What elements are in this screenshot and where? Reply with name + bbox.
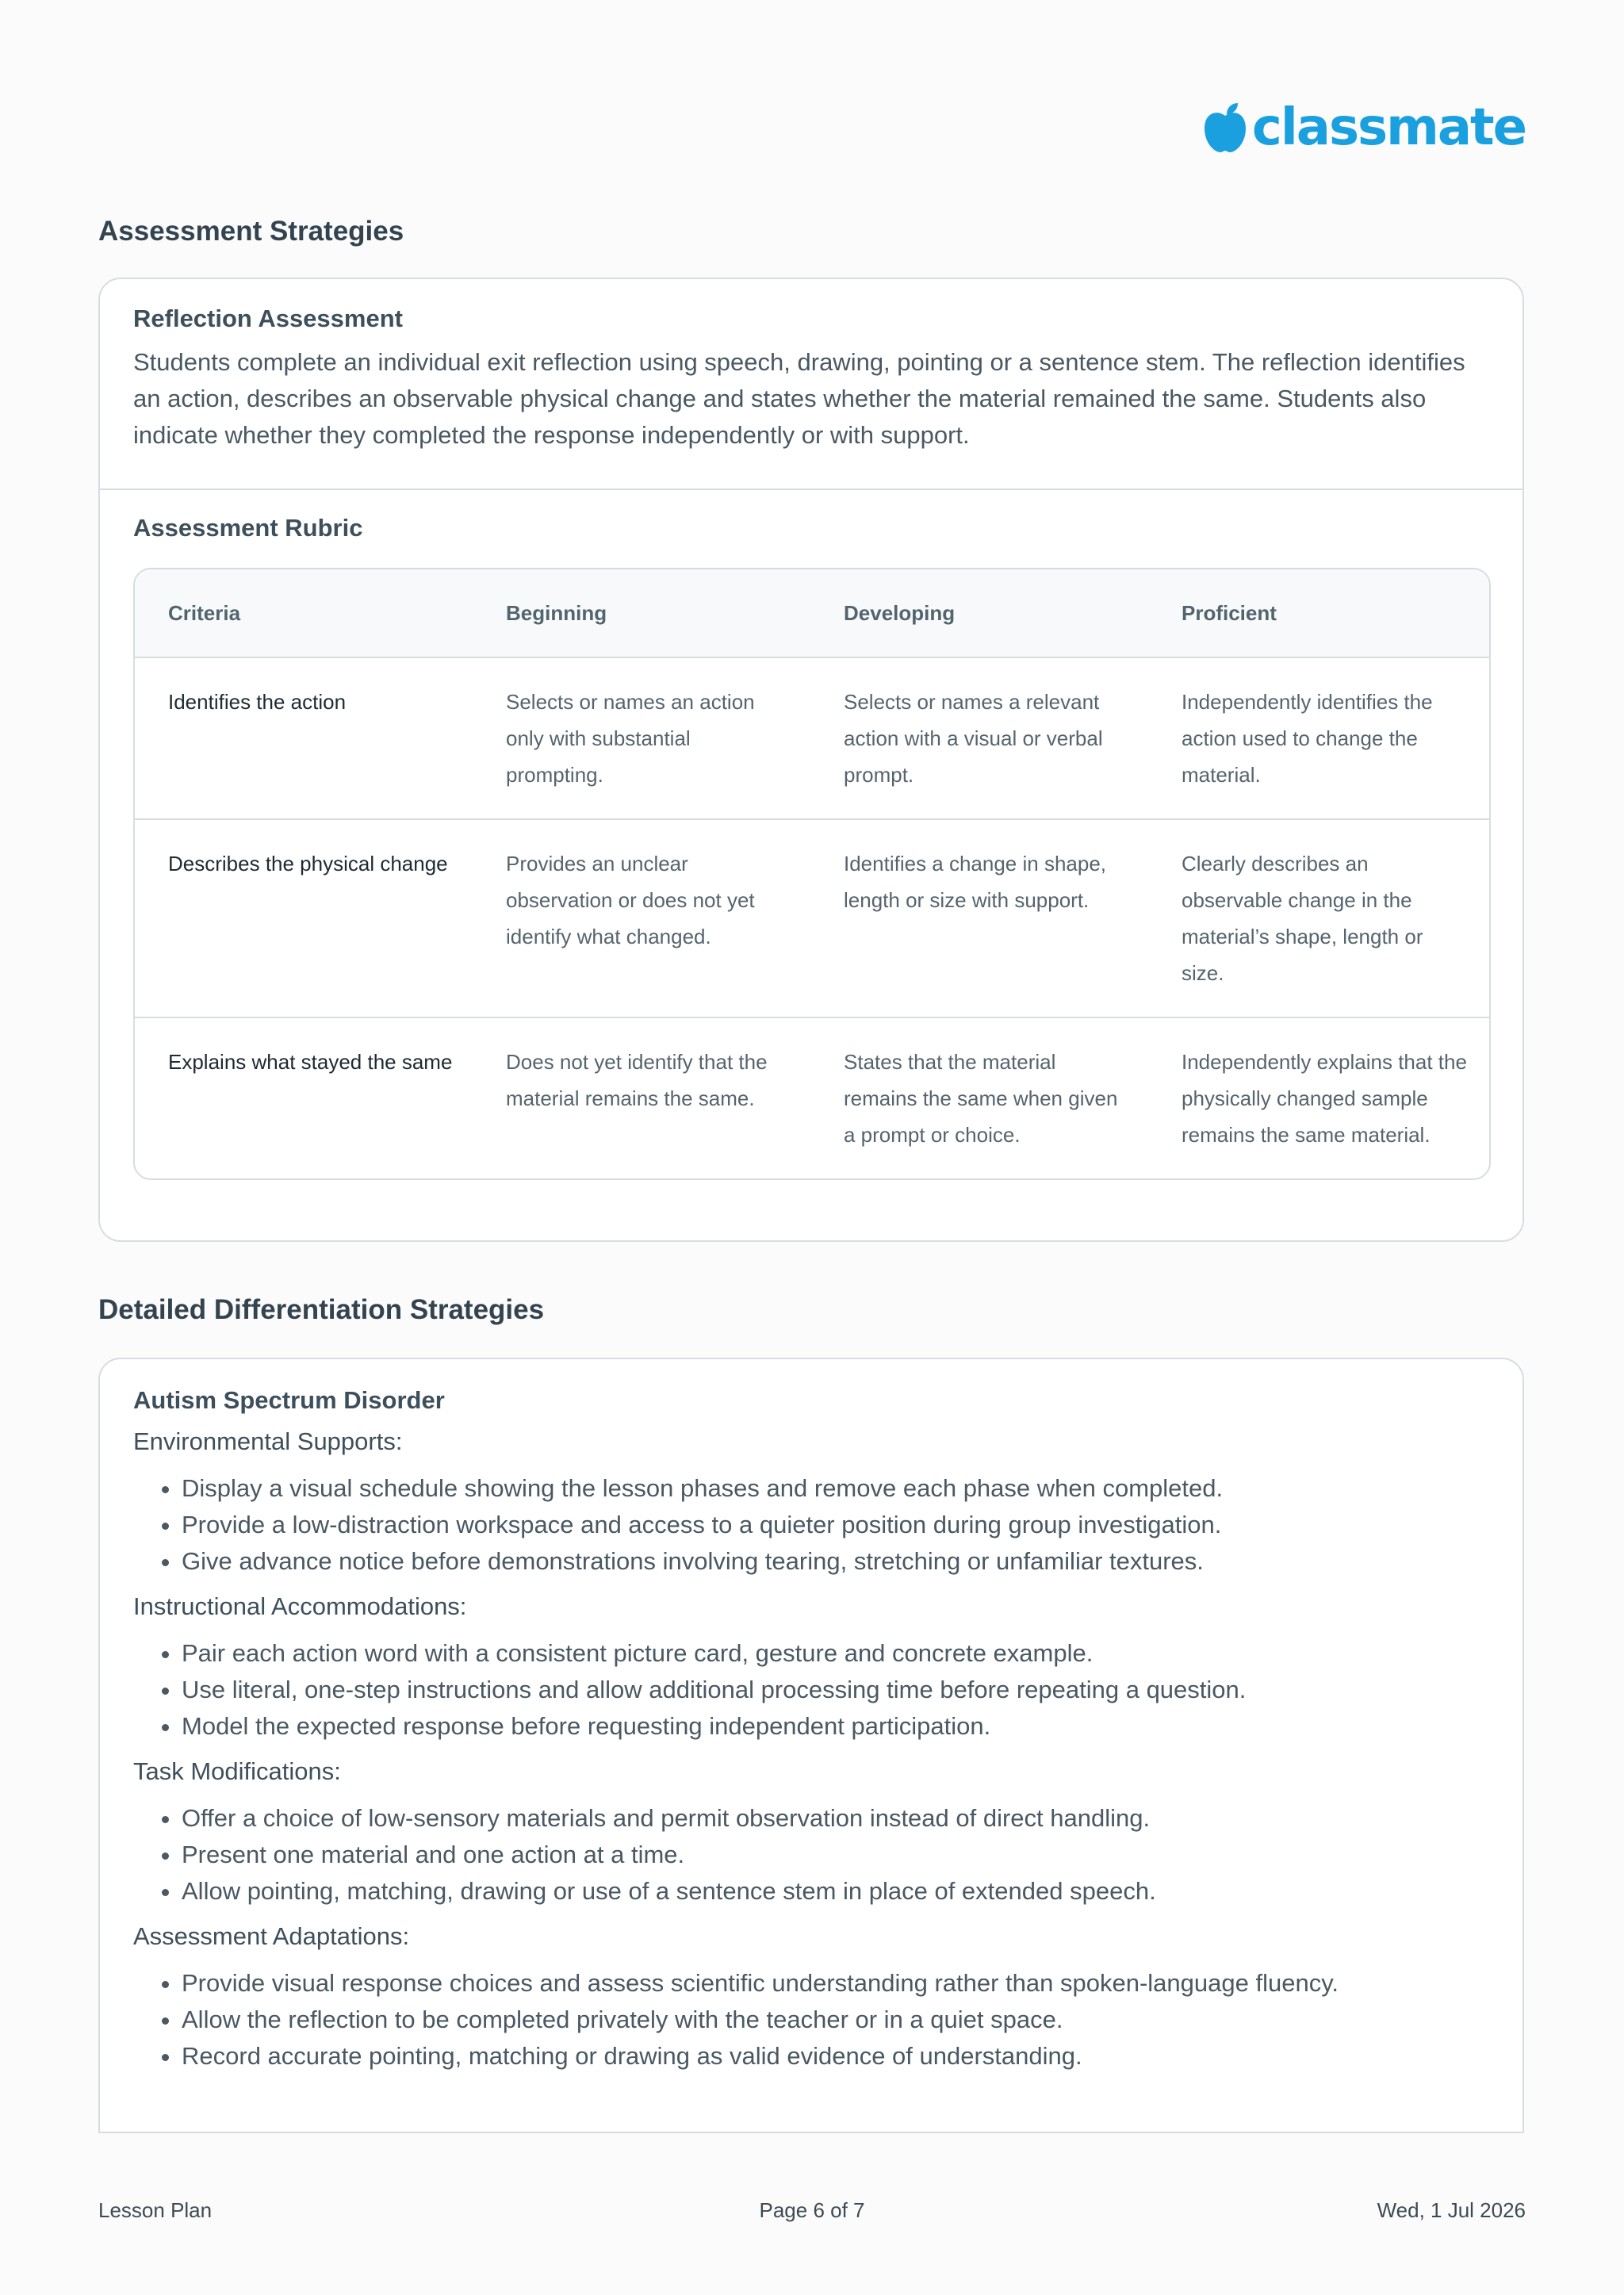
list-item: • Display a visual schedule showing the lesson phases and remove each phase when completed. [182,1470,1489,1507]
instructional-list [133,1635,1489,1745]
differentiation-card [98,1358,1524,2133]
list-item: • Model the expected response before requesting independent participation. [182,1708,1489,1745]
differentiation-section-title: Detailed Differentiation Strategies [98,1294,545,1325]
assessment-card [98,278,1524,1242]
list-item: • Offer a choice of low-sensory materials and permit observation instead of direct handling. [182,1800,1489,1837]
group-heading: Autism Spectrum Disorder [133,1386,445,1414]
rubric-beginning-cell: Selects or names an action only with substantial prompting. [506,690,755,787]
rubric-header-criteria: Criteria [168,600,241,625]
list-item: • Give advance notice before demonstrations involving tearing, stretching or unfamiliar textures. [182,1543,1489,1580]
list-item: • Record accurate pointing, matching or drawing as valid evidence of understanding. [182,2038,1489,2075]
section-heading-task: Task Modifications: [133,1757,341,1785]
section-heading-environmental: Environmental Supports: [133,1427,403,1455]
environmental-list [133,1470,1489,1580]
logo-wordmark: classmate [1251,98,1526,157]
rubric-beginning-cell: Provides an unclear observation or does not yet identify what changed. [506,852,755,948]
rubric-criteria-cell: Describes the physical change [168,852,448,875]
rubric-header-beginning: Beginning [506,600,607,625]
assessment-section-title: Assessment Strategies [98,216,404,247]
rubric-criteria-cell: Identifies the action [168,690,347,714]
footer-doc-title: Lesson Plan [98,2198,213,2222]
rubric-proficient-cell: Clearly describes an observable change in the material’s shape, length or size. [1182,852,1423,985]
rubric-developing-cell: Selects or names a relevant action with a visual or verbal prompt. [844,690,1103,787]
list-item: • Allow the reflection to be completed privately with the teacher or in a quiet space. [182,2002,1489,2038]
list-item: • Allow pointing, matching, drawing or use of a sentence stem in place of extended speech. [182,1873,1489,1910]
rubric-header-row [135,569,1489,658]
assessment-adaptations-list [133,1965,1489,2075]
rubric-table [133,568,1491,1180]
footer-date: Wed, 1 Jul 2026 [1377,2198,1526,2222]
card-divider [100,489,1522,490]
differentiation-content [133,1386,1489,2075]
apple-icon [1203,102,1247,154]
section-heading-instructional: Instructional Accommodations: [133,1592,467,1620]
table-row [135,1018,1489,1178]
section-heading-assessment: Assessment Adaptations: [133,1922,410,1950]
list-item: • Present one material and one action at a time. [182,1837,1489,1873]
rubric-heading: Assessment Rubric [133,514,363,542]
rubric-proficient-cell: Independently explains that the physically changed sample remains the same material. [1182,1050,1467,1147]
table-row [135,658,1489,820]
reflection-text: Students complete an individual exit reflection using speech, drawing, pointing or a sentence stem. The reflection identifies an action, describes an observable physical change and states whether the material remained the same. Students also indicate whether they completed the response independently or with support. [133,348,1465,449]
rubric-developing-cell: States that the material remains the same when given a prompt or choice. [844,1050,1118,1147]
reflection-heading: Reflection Assessment [133,305,403,332]
table-row [135,820,1489,1018]
list-item: • Provide visual response choices and assess scientific understanding rather than spoken-language fluency. [182,1965,1489,2002]
classmate-logo [1203,98,1526,157]
rubric-header-proficient: Proficient [1182,600,1277,625]
list-item: • Provide a low-distraction workspace and access to a quieter position during group investigation. [182,1507,1489,1543]
rubric-proficient-cell: Independently identifies the action used to change the material. [1182,690,1433,787]
reflection-block [133,305,1489,454]
list-item: • Use literal, one-step instructions and allow additional processing time before repeating a question. [182,1672,1489,1708]
list-item: • Pair each action word with a consistent picture card, gesture and concrete example. [182,1635,1489,1672]
rubric-criteria-cell: Explains what stayed the same [168,1050,453,1074]
rubric-developing-cell: Identifies a change in shape, length or size with support. [844,852,1107,912]
footer-page-number: Page 6 of 7 [759,2198,865,2222]
rubric-header-developing: Developing [844,600,956,625]
task-list [133,1800,1489,1910]
rubric-beginning-cell: Does not yet identify that the material remains the same. [506,1050,768,1110]
